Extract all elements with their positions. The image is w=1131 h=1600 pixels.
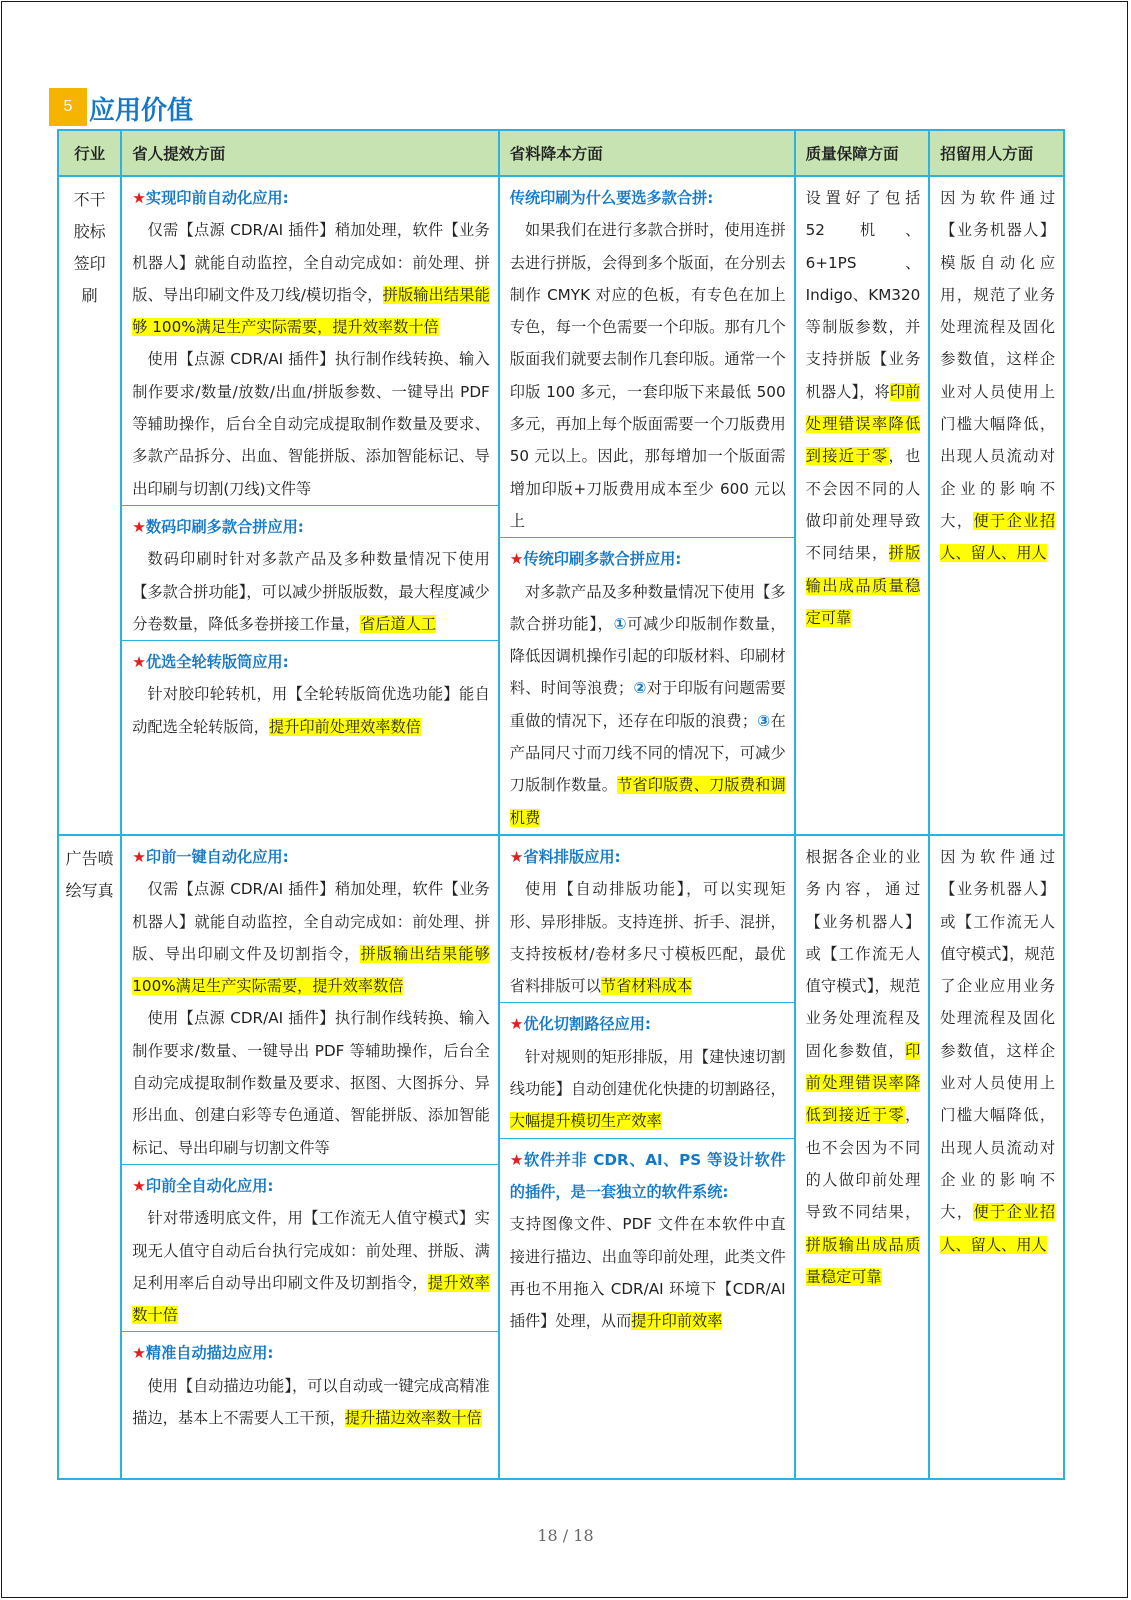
star-icon: ★ xyxy=(509,1150,525,1169)
block-paragraph xyxy=(132,214,490,343)
text-run: 可减少印版制作数量，降低因调机操作引起的印版材料、印刷材料、时间等浪费； xyxy=(509,614,786,698)
text-run: 仅需【点源 CDR/AI 插件】稍加处理，软件【业务机器人】就能自动监控，全自动完成如：前处理、拼版、导出印刷文件及切割指令， xyxy=(132,880,490,963)
save-material-cell xyxy=(499,176,795,835)
table-header-row xyxy=(58,130,1064,176)
quality-cell xyxy=(795,176,930,835)
text-run: 设置好了包括 52 机、6+1PS、Indigo、KM320 等制版参数，并支持拼版【业务机器人】，将 xyxy=(805,189,921,401)
text-run: 针对规则的矩形排版，用【建快速切割线功能】自动创建优化快捷的切割路径， xyxy=(509,1047,786,1099)
highlight-text: 提升效率数十倍 xyxy=(132,1273,490,1325)
block-heading xyxy=(132,1170,490,1202)
highlight-text: 拼版输出结果能够 100%满足生产实际需要，提升效率数十倍 xyxy=(132,285,490,337)
circled-number: ② xyxy=(633,679,647,698)
text-run: 对于印版有问题需要重做的情况下，还存在印版的浪费； xyxy=(509,679,786,730)
block-paragraph xyxy=(132,1002,490,1163)
text-run: 对多款产品及多种数量情况下使用【多款合拼功能】， xyxy=(509,582,786,633)
value-block xyxy=(122,1332,498,1434)
text-run: 使用【点源 CDR/AI 插件】执行制作线转换、输入制作要求/数量、一键导出 PDF 等辅助操作，后台全自动完成提取制作数量及要求、抠图、大图拆分、异形出血、创建白彩等专色通道、智能拼版、添加智能标记、导出印刷与切割文件等 xyxy=(132,1009,490,1157)
block-heading xyxy=(510,182,786,214)
block-title: 省料排版应用: xyxy=(523,847,621,866)
circled-number: ③ xyxy=(757,711,771,730)
star-icon: ★ xyxy=(132,517,146,536)
block-paragraph xyxy=(510,873,786,1002)
header-save-people: 省人提效方面 xyxy=(121,130,499,176)
star-icon: ★ xyxy=(509,847,524,866)
text-run: ，也不会因为不同的人做印前处理导致不同结果， xyxy=(805,1106,921,1222)
text-run: 如果我们在进行多款合拼时，使用连拼去进行拼版，会得到多个版面，在分别去制作 CMYK 对应的色板，有专色在加上专色，每一个色需要一个印版。那有几个版面我们就要去制作几套印版。通常一个印版 100 多元，一套印版下来最低 500 多元，再加上每个版面需要一个刀版费用 50 元以上。因此，那每增加一个版面需增加印版+刀版费用成本至少 600 元以上 xyxy=(509,221,786,530)
block-title: 数码印刷多款合拼应用: xyxy=(145,517,304,536)
highlight-text: 拼版输出成品质量稳定可靠 xyxy=(805,1235,921,1286)
block-title: 优选全轮转版筒应用: xyxy=(145,653,289,672)
header-quality: 质量保障方面 xyxy=(795,130,930,176)
table-row xyxy=(58,176,1064,835)
hiring-cell xyxy=(929,835,1064,1479)
text-run: 针对胶印轮转机，用【全轮转版筒优选功能】能自动配选全轮转版筒， xyxy=(132,685,490,736)
circled-number: ① xyxy=(613,614,628,633)
table-row xyxy=(58,835,1064,1479)
industry-label: 不干胶标签印刷 xyxy=(73,190,106,305)
block-title: 实现印前自动化应用: xyxy=(145,189,289,207)
block-heading xyxy=(132,1337,490,1369)
highlight-text: 拼版输出成品质量稳定可靠 xyxy=(805,544,921,627)
value-table xyxy=(57,129,1065,1480)
section-number-badge: 5 xyxy=(49,88,87,126)
save-material-cell xyxy=(499,835,795,1479)
block-paragraph xyxy=(132,1202,490,1331)
star-icon: ★ xyxy=(132,847,146,866)
quality-cell xyxy=(795,835,930,1479)
highlight-text: 便于企业招人、留人、用人 xyxy=(940,1203,1055,1254)
block-paragraph xyxy=(510,576,786,834)
text-run: 根据各企业的业务内容，通过【业务机器人】或【工作流无人值守模式】，规范业务处理流程及固化参数值， xyxy=(805,847,921,1060)
block-heading xyxy=(132,841,490,873)
star-icon: ★ xyxy=(509,550,524,569)
save-people-cell xyxy=(121,835,499,1479)
text-run: 针对带透明底文件，用【工作流无人值守模式】实现无人值守自动后台执行完成如：前处理、拼版、满足利用率后自动导出印刷文件及切割指令， xyxy=(132,1209,490,1292)
header-save-material: 省料降本方面 xyxy=(499,130,795,176)
hiring-cell xyxy=(929,176,1064,835)
section-title: 应用价值 xyxy=(89,96,194,126)
header-industry: 行业 xyxy=(58,130,121,176)
highlight-text: 提升描边效率数十倍 xyxy=(344,1408,482,1427)
value-block xyxy=(500,538,794,834)
block-heading xyxy=(132,646,490,678)
block-title: 软件并非 CDR、AI、PS 等设计软件的插件，是一套独立的软件系统: xyxy=(509,1150,786,1201)
hiring-text xyxy=(930,836,1063,1261)
value-block xyxy=(500,1139,794,1338)
value-block xyxy=(122,177,498,506)
highlight-text: 提升印前处理效率数倍 xyxy=(268,717,421,736)
highlight-text: 便于企业招人、留人、用人 xyxy=(940,511,1055,563)
text-run: 使用【自动描边功能】，可以自动或一键完成高精准描边，基本上不需要人工干预， xyxy=(132,1376,490,1427)
star-icon: ★ xyxy=(132,1344,146,1363)
block-heading xyxy=(510,841,786,873)
block-title: 优化切割路径应用: xyxy=(523,1015,651,1034)
quality-text xyxy=(796,177,929,634)
text-run: 在产品同尺寸而刀线不同的情况下，可减少刀版制作数量。 xyxy=(509,711,786,795)
block-paragraph xyxy=(510,1208,786,1337)
industry-cell xyxy=(58,835,121,1479)
block-heading xyxy=(510,1008,786,1040)
text-run: 因为软件通过【业务机器人】或【工作流无人值守模式】，规范了企业应用业务处理流程及固化参数值，这样企业对人员使用上门槛大幅降低，出现人员流动对企业的影响不大， xyxy=(940,847,1055,1222)
highlight-text: 节省材料成本 xyxy=(600,977,692,996)
highlight-text: 大幅提升模切生产效率 xyxy=(509,1112,662,1131)
industry-label: 广告喷绘写真 xyxy=(65,848,114,900)
text-run: 仅需【点源 CDR/AI 插件】稍加处理，软件【业务机器人】就能自动监控，全自动完成如：前处理、拼版、导出印刷文件及刀线/模切指令， xyxy=(132,221,490,304)
hiring-text xyxy=(930,177,1063,570)
text-run: 数码印刷时针对多款产品及多种数量情况下使用【多款合拼功能】，可以减少拼版版数，最大程度减少分卷数量，降低多卷拼接工作量， xyxy=(132,550,490,633)
block-paragraph xyxy=(132,1370,490,1435)
star-icon: ★ xyxy=(132,1176,146,1195)
star-icon: ★ xyxy=(509,1015,524,1034)
block-title: 传统印刷为什么要选多款合拼: xyxy=(509,189,714,207)
star-icon: ★ xyxy=(132,653,146,672)
block-title: 印前全自动化应用: xyxy=(145,1176,274,1195)
header-hiring: 招留用人方面 xyxy=(929,130,1064,176)
text-run: 支持图像文件、PDF 文件在本软件中直接进行描边、出血等印前处理，此类文件再也不用拖入 CDR/AI 环境下【CDR/AI 插件】处理，从而 xyxy=(509,1215,786,1331)
highlight-text: 印前处理错误率降低到接近于零 xyxy=(805,1041,921,1125)
value-block xyxy=(122,836,498,1165)
industry-cell xyxy=(58,176,121,835)
block-paragraph xyxy=(510,214,786,537)
save-people-cell xyxy=(121,176,499,835)
page-number: 18 / 18 xyxy=(537,1526,594,1545)
value-block xyxy=(122,641,498,743)
block-title: 传统印刷多款合拼应用: xyxy=(523,550,682,569)
value-block xyxy=(500,1003,794,1138)
highlight-text: 提升印前效率 xyxy=(631,1312,723,1331)
value-block xyxy=(122,1165,498,1332)
highlight-text: 印前处理错误率降低到接近于零 xyxy=(805,382,921,466)
block-title: 精准自动描边应用: xyxy=(145,1344,274,1363)
block-heading xyxy=(510,1144,786,1209)
highlight-text: 省后道人工 xyxy=(360,614,436,633)
block-paragraph xyxy=(132,543,490,640)
text-run: 使用【自动排版功能】，可以实现矩形、异形排版。支持连拼、折手、混拼，支持按板材/卷材多尺寸模板匹配，最优省料排版可以 xyxy=(509,880,786,996)
block-paragraph xyxy=(132,343,490,504)
highlight-text: 拼版输出结果能够 100%满足生产实际需要，提升效率数倍 xyxy=(132,944,490,996)
text-run: ，也不会因不同的人做印前处理导致不同结果， xyxy=(805,447,921,563)
block-paragraph xyxy=(510,1041,786,1138)
value-block xyxy=(500,177,794,538)
value-block xyxy=(500,836,794,1003)
block-paragraph xyxy=(132,678,490,743)
quality-text xyxy=(796,836,929,1293)
block-heading xyxy=(132,182,490,214)
text-run: 因为软件通过【业务机器人】模版自动化应用，规范了业务处理流程及固化参数值，这样企业对人员使用上门槛大幅降低，出现人员流动对企业的影响不大， xyxy=(940,189,1055,530)
block-paragraph xyxy=(132,873,490,1002)
block-heading xyxy=(510,543,786,575)
text-run: 使用【点源 CDR/AI 插件】执行制作线转换、输入制作要求/数量/放数/出血/拼版参数、一键导出 PDF 等辅助操作，后台全自动完成提取制作数量及要求、多款产品拆分、出血、智能拼版、添加智能标记、导出印刷与切割(刀线)文件等 xyxy=(132,350,490,498)
block-heading xyxy=(132,511,490,543)
star-icon: ★ xyxy=(132,189,146,207)
value-block xyxy=(122,506,498,641)
highlight-text: 节省印版费、刀版费和调机费 xyxy=(509,776,786,827)
block-title: 印前一键自动化应用: xyxy=(145,847,289,866)
